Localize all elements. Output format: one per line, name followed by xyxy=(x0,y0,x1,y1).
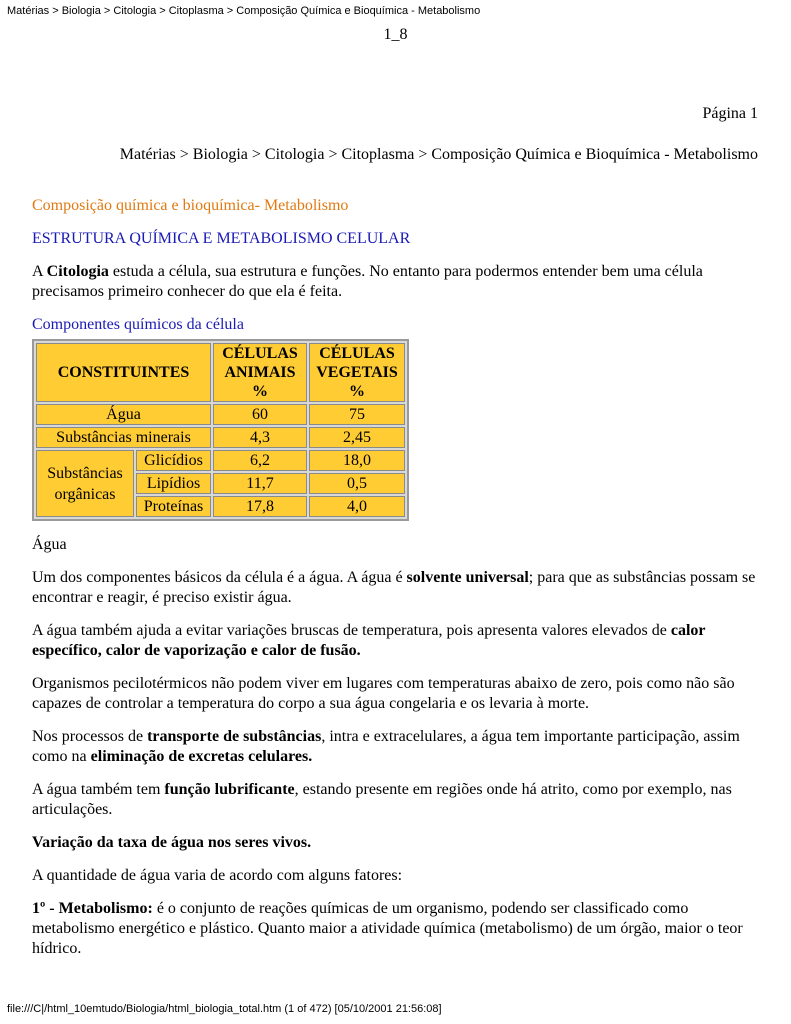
table-title: Componentes químicos da célula xyxy=(32,316,244,333)
variacao-title xyxy=(32,833,762,853)
p4-text: Nos processos de xyxy=(32,728,148,745)
intro-text: A xyxy=(32,263,47,280)
table-row xyxy=(36,427,405,448)
row-animal: 60 xyxy=(213,404,307,425)
header-vegetais-line1: CÉLULAS xyxy=(319,345,395,362)
header-vegetais-line3: % xyxy=(349,383,365,400)
paragraph-fatores: A quantidade de água varia de acordo com alguns fatores: xyxy=(32,867,403,884)
p5-bold: função lubrificante xyxy=(164,781,295,798)
paragraph-pecilotermicos: Organismos pecilotérmicos não podem viver em lugares com temperaturas abaixo de zero, pois como não são capazes de controlar a temperatura do corpo a sua água congelaria e os levaria à morte. xyxy=(32,675,735,712)
header-constituintes: CONSTITUINTES xyxy=(36,343,211,402)
row-label: Substâncias minerais xyxy=(36,427,211,448)
page-code: 1_8 xyxy=(383,26,408,43)
print-footer: file:///C|/html_10emtudo/Biologia/html_biologia_total.htm (1 of 472) [05/10/2001 21:56:08] xyxy=(7,1003,442,1015)
p5-text: A água também tem xyxy=(32,781,165,798)
header-animais-line2: ANIMAIS xyxy=(224,364,296,381)
row-label: Lipídios xyxy=(136,473,211,494)
table-row xyxy=(36,404,405,425)
intro-bold: Citologia xyxy=(46,263,109,280)
row-animal: 17,8 xyxy=(213,496,307,517)
p1-text: Um dos componentes básicos da célula é a água. A água é xyxy=(32,569,407,586)
header-vegetais xyxy=(309,343,405,402)
paragraph-metabolismo xyxy=(32,899,762,959)
paragraph-solvente xyxy=(32,568,762,608)
p4-text-mid: , intra e extracelulares, a água tem importante participação, assim como na xyxy=(32,728,740,765)
breadcrumb: Matérias > Biologia > Citologia > Citoplasma > Composição Química e Bioquímica - Metabolismo xyxy=(119,146,758,163)
p2-bold: calor específico, calor de vaporização e calor de fusão. xyxy=(32,622,706,659)
p7-bold: 1º - Metabolismo: xyxy=(32,900,153,917)
row-label: Glicídios xyxy=(136,450,211,471)
intro-text-rest: estuda a célula, sua estrutura e funções. No entanto para podermos entender bem uma célula precisamos primeiro conhecer do que ela é feita. xyxy=(32,263,703,300)
header-animais-line1: CÉLULAS xyxy=(222,345,298,362)
paragraph-lubrificante xyxy=(32,780,762,820)
print-header: Matérias > Biologia > Citologia > Citoplasma > Composição Química e Bioquímica - Metabolismo xyxy=(7,5,481,17)
group-label-line1: Substâncias xyxy=(47,464,123,482)
p2-text: A água também ajuda a evitar variações bruscas de temperatura, pois apresenta valores elevados de xyxy=(32,622,671,639)
row-vegetal: 0,5 xyxy=(309,473,405,494)
intro-paragraph xyxy=(32,262,762,302)
p5-text-rest: , estando presente em regiões onde há atrito, como por exemplo, nas articulações. xyxy=(32,781,732,818)
group-label-line2: orgânicas xyxy=(54,485,116,503)
table-row xyxy=(36,450,405,471)
row-vegetal: 2,45 xyxy=(309,427,405,448)
composition-table xyxy=(32,339,409,521)
page-heading: ESTRUTURA QUÍMICA E METABOLISMO CELULAR xyxy=(32,230,411,247)
p4-bold2: eliminação de excretas celulares. xyxy=(90,748,313,765)
agua-title: Água xyxy=(32,536,67,553)
p7-text: é o conjunto de reações químicas de um organismo, podendo ser classificado como metabolismo energético e plástico. Quanto maior a atividade química (metabolismo) de um órgão, maior o teor hídrico. xyxy=(32,900,743,957)
p1-bold: solvente universal xyxy=(406,569,529,586)
paragraph-temperatura xyxy=(32,621,762,661)
group-label xyxy=(36,450,134,517)
row-animal: 11,7 xyxy=(213,473,307,494)
row-vegetal: 18,0 xyxy=(309,450,405,471)
header-vegetais-line2: VEGETAIS xyxy=(316,364,398,381)
page-number: Página 1 xyxy=(702,105,758,122)
main-content xyxy=(32,196,762,972)
table-header-row xyxy=(36,343,405,402)
row-vegetal: 4,0 xyxy=(309,496,405,517)
paragraph-transporte xyxy=(32,727,762,767)
header-animais xyxy=(213,343,307,402)
row-vegetal: 75 xyxy=(309,404,405,425)
header-animais-line3: % xyxy=(252,383,268,400)
p4-bold1: transporte de substâncias xyxy=(147,728,322,745)
row-label: Proteínas xyxy=(136,496,211,517)
row-animal: 4,3 xyxy=(213,427,307,448)
row-label: Água xyxy=(36,404,211,425)
row-animal: 6,2 xyxy=(213,450,307,471)
variacao-title-text: Variação da taxa de água nos seres vivos. xyxy=(32,834,312,851)
p1-text-rest: ; para que as substâncias possam se encontrar e reagir, é preciso existir água. xyxy=(32,569,756,606)
section-title: Composição química e bioquímica- Metabolismo xyxy=(32,197,349,214)
